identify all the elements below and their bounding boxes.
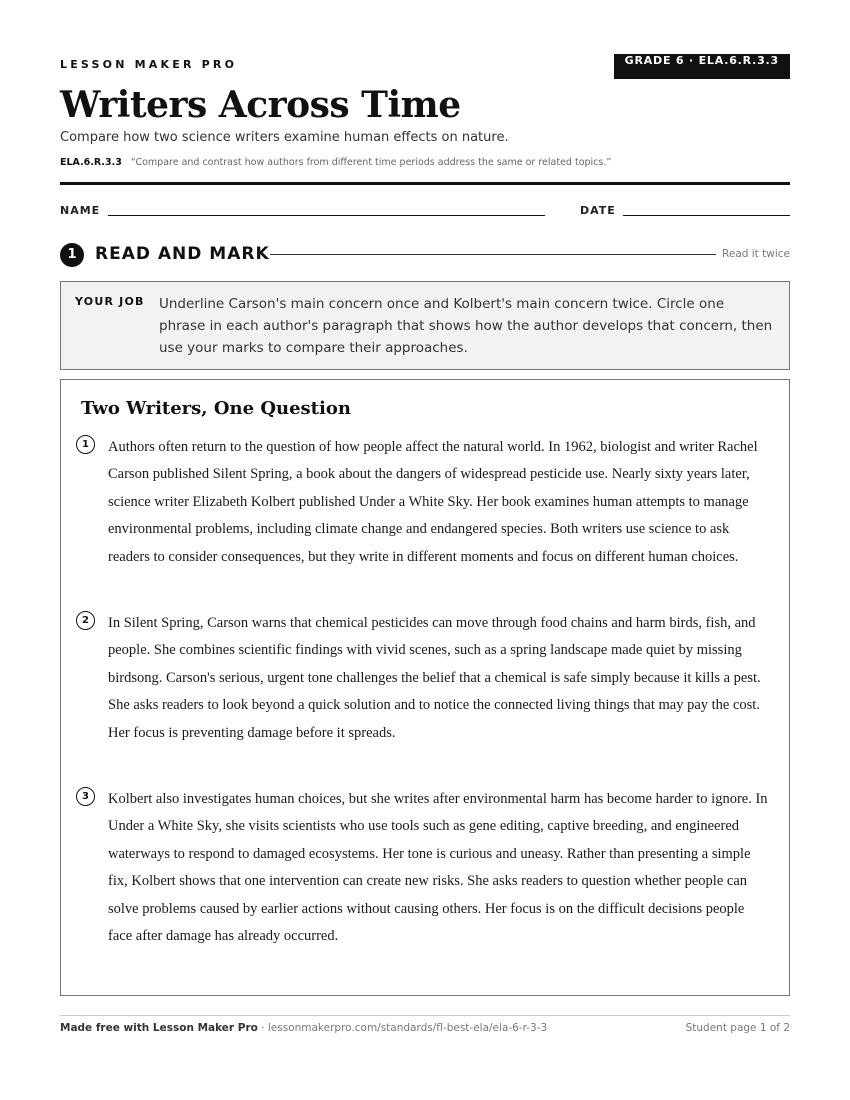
paragraph-number-2: 2 (76, 611, 95, 630)
footer-divider (60, 1015, 790, 1016)
paragraph-number-1: 1 (76, 435, 95, 454)
footer-credit (60, 1022, 547, 1034)
paragraph-1[interactable]: Authors often return to the question of how people affect the natural world. In 1962, biologist and writer Rachel Carson published Silent Spring, a book about the dangers of widespread pesticide use. Nearly sixty years later, science writer Elizabeth Kolbert published Under a White Sky. Her book examines human attempts to manage environmental problems, including climate change and endangered species. Both writers use science to ask readers to consider consequences, but they write in different moments and focus on different human choices. (108, 439, 758, 565)
step-number-badge: 1 (60, 243, 84, 267)
header-divider (60, 182, 790, 185)
worksheet-subtitle: Compare how two science writers examine human effects on nature. (60, 130, 509, 145)
instructions-label: YOUR JOB (75, 295, 145, 308)
grade-badge: GRADE 6 · ELA.6.R.3.3 (614, 54, 790, 79)
footer-url[interactable]: · lessonmakerpro.com/standards/fl-best-ela/ela-6-r-3-3 (257, 1022, 548, 1034)
worksheet-page (60, 0, 790, 1100)
passage-title: Two Writers, One Question (81, 398, 351, 419)
page-indicator: Student page 1 of 2 (685, 1022, 790, 1034)
standard-code: ELA.6.R.3.3 (60, 157, 122, 168)
standard-text: “Compare and contrast how authors from different time periods address the same or related topics.” (130, 157, 612, 168)
instructions-text: Underline Carson's main concern once and Kolbert's main concern twice. Circle one phrase in each author's paragraph that shows how the author develops that concern, then use your marks to compare their approaches. (159, 296, 773, 356)
paragraph-3[interactable]: Kolbert also investigates human choices, but she writes after environmental harm has become harder to ignore. In Under a White Sky, she visits scientists who use tools such as gene editing, captive breeding, and engineered waterways to respond to damaged ecosystems. Her tone is curious and uneasy. Rather than presenting a simple fix, Kolbert shows that one intervention can create new risks. She asks readers to question whether people can solve problems caused by earlier actions without causing others. Her focus is on the difficult decisions people face after damage has already occurred. (108, 791, 768, 945)
reading-passage (60, 379, 790, 996)
paragraph-2[interactable]: In Silent Spring, Carson warns that chemical pesticides can move through food chains and harm birds, fish, and people. She combines scientific findings with vivid scenes, such as a spring landscape made quiet by missing birdsong. Carson's serious, urgent tone challenges the belief that a chemical is safe simply because it kills a pest. She asks readers to look beyond a quick solution and to notice the connected living things that may pay the cost. Her focus is preventing damage before it spreads. (108, 615, 761, 741)
footer-brand: Made free with Lesson Maker Pro (60, 1022, 258, 1034)
paragraph-number-3: 3 (76, 787, 95, 806)
section-divider (270, 254, 716, 255)
section-title: READ AND MARK (95, 244, 270, 264)
instructions-box (60, 281, 790, 370)
name-label: NAME (60, 204, 101, 217)
section-note: Read it twice (722, 248, 790, 260)
date-field[interactable] (623, 215, 790, 216)
date-label: DATE (580, 204, 616, 217)
section-header (60, 243, 790, 267)
brand-name: LESSON MAKER PRO (60, 58, 238, 71)
worksheet-title: Writers Across Time (60, 84, 461, 126)
standard-line (60, 157, 611, 168)
name-field[interactable] (108, 215, 545, 216)
